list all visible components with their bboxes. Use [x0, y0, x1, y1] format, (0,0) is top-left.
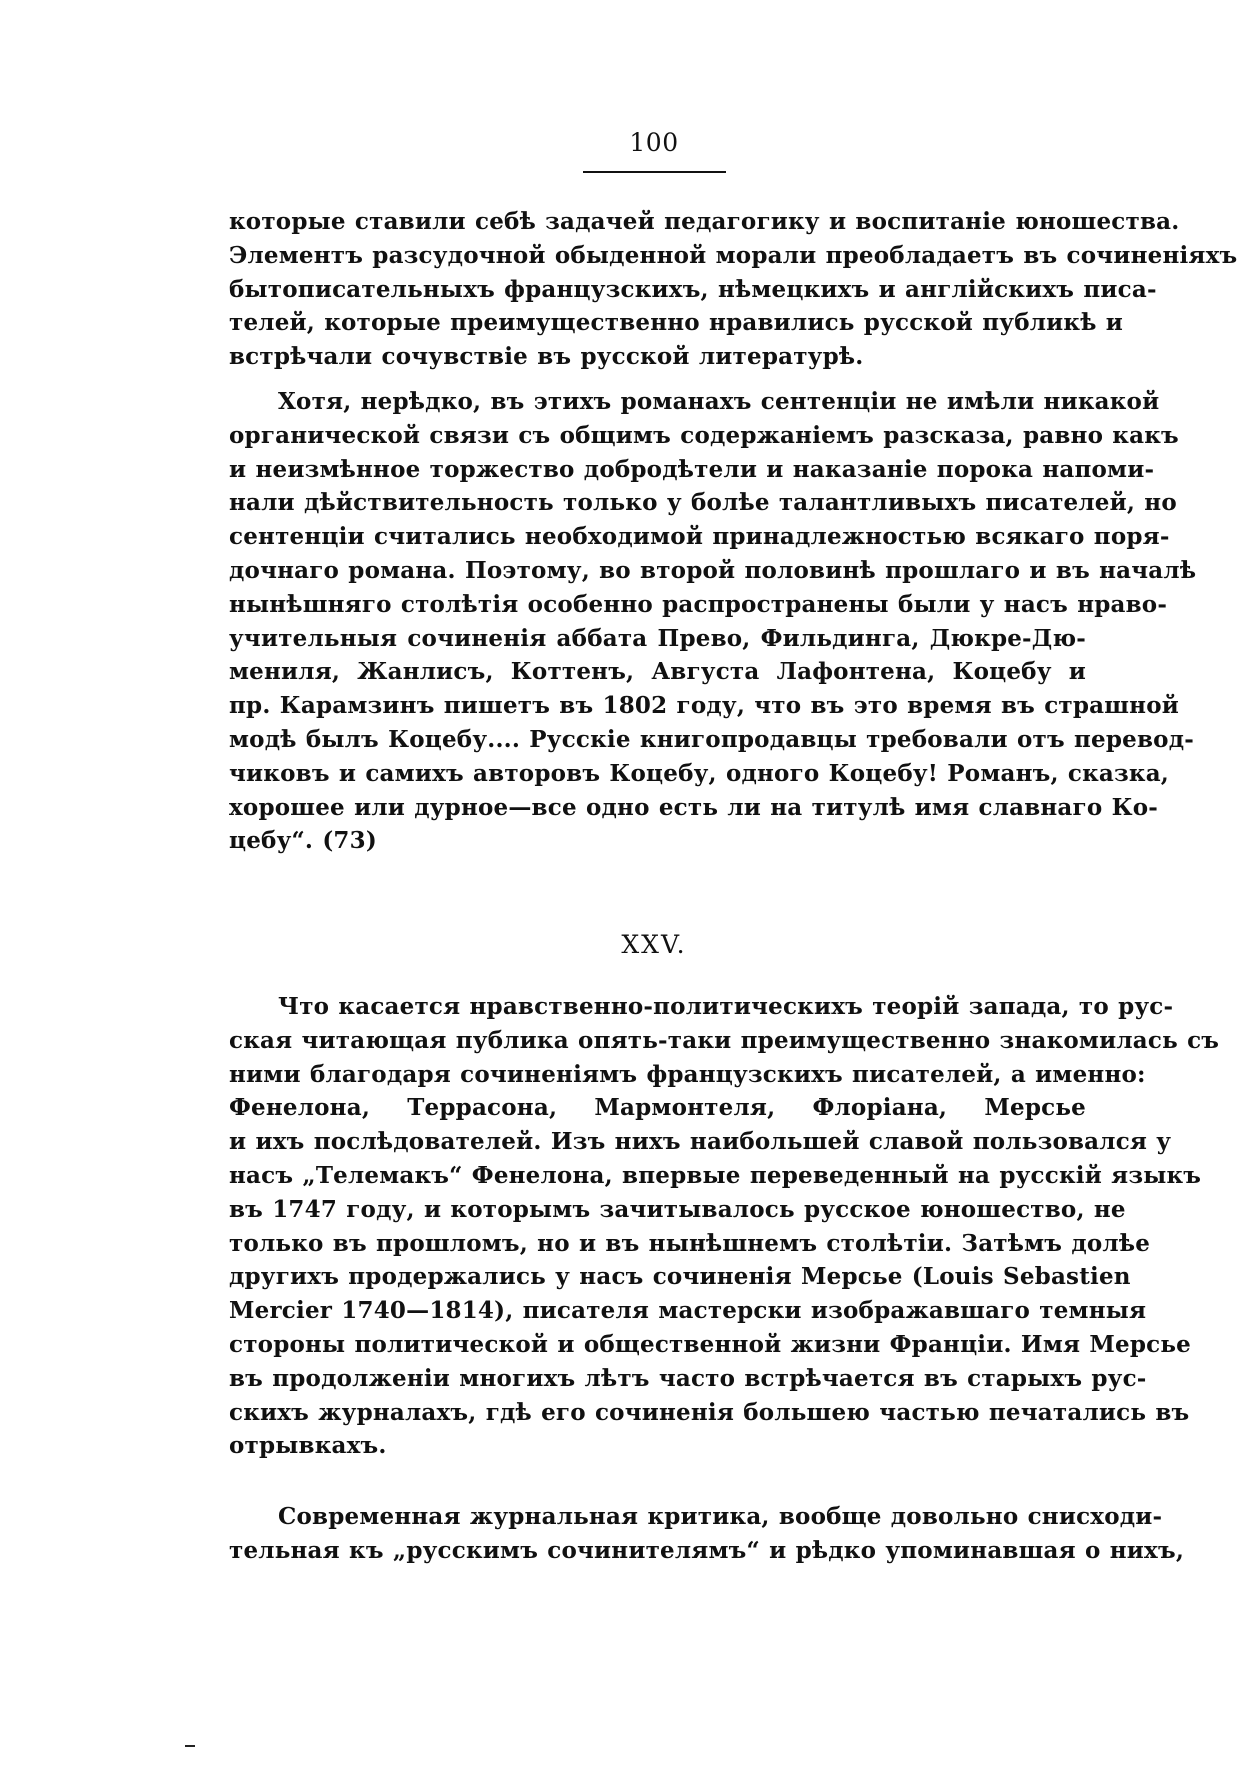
text-line: встрѣчали сочувствіе въ русской литературѣ. [229, 343, 864, 371]
text-line: нынѣшняго столѣтія особенно распространены были у насъ нраво- [229, 590, 1168, 618]
page-number-rule [583, 171, 726, 173]
paragraph-1 [229, 205, 1237, 374]
text-line: Что касается нравственно-политическихъ теорій запада, то рус- [278, 993, 1174, 1020]
page-number: 100 [629, 128, 679, 157]
section-paragraph-2 [229, 1500, 1185, 1568]
section-heading: XXV. [621, 930, 687, 959]
text-line: хорошее или дурное—все одно есть ли на титулѣ имя славнаго Ко- [229, 793, 1158, 821]
text-line: мениля, Жанлисъ, Коттенъ, Августа Лафонтена, Коцебу и [229, 658, 1086, 686]
text-line: въ 1747 году, и которымъ зачитывалось русское юношество, не [229, 1195, 1126, 1223]
section-paragraph-1 [229, 990, 1220, 1463]
text-line: органической связи съ общимъ содержаніемъ разсказа, равно какъ [229, 421, 1179, 449]
text-line: дочнаго романа. Поэтому, во второй половинѣ прошлаго и въ началѣ [229, 556, 1197, 584]
text-line: насъ „Телемакъ“ Фенелона, впервые переведенный на русскій языкъ [229, 1161, 1202, 1189]
text-line: Элементъ разсудочной обыденной морали преобладаетъ въ сочиненіяхъ [229, 241, 1237, 269]
text-line: модѣ былъ Коцебу.... Русскіе книгопродавцы требовали отъ перевод- [229, 725, 1194, 753]
text-line: стороны политической и общественной жизни Франціи. Имя Мерсье [229, 1330, 1192, 1358]
text-line: Современная журнальная критика, вообще довольно снисходи- [278, 1503, 1163, 1530]
text-line: и ихъ послѣдователей. Изъ нихъ наибольшей славой пользовался у [229, 1128, 1172, 1156]
text-line: ними благодаря сочиненіямъ французскихъ писателей, а именно: [229, 1060, 1146, 1088]
text-line: скихъ журналахъ, гдѣ его сочиненія большею частью печатались въ [229, 1398, 1190, 1426]
text-line: чиковъ и самихъ авторовъ Коцебу, одного Коцебу! Романъ, сказка, [229, 759, 1170, 787]
text-line: учительныя сочиненія аббата Прево, Фильдинга, Дюкре-Дю- [229, 624, 1086, 652]
text-line: сентенціи считались необходимой принадлежностью всякаго поря- [229, 523, 1170, 551]
text-line: ская читающая публика опять-таки преимущественно знакомилась съ [229, 1026, 1220, 1054]
paragraph-2 [229, 385, 1197, 858]
text-line: только въ прошломъ, но и въ нынѣшнемъ столѣтіи. Затѣмъ долѣе [229, 1229, 1151, 1257]
text-line: бытописательныхъ французскихъ, нѣмецкихъ и англійскихъ писа- [229, 275, 1157, 303]
scan-mark [185, 1745, 195, 1747]
text-line: тельная къ „русскимъ сочинителямъ“ и рѣдко упоминавшая о нихъ, [229, 1536, 1185, 1564]
text-line: Mercier 1740—1814), писателя мастерски изображавшаго темныя [229, 1297, 1147, 1325]
text-line: цебу“. (73) [229, 827, 377, 855]
text-line: другихъ продержались у насъ сочиненія Мерсье (Louis Sebastien [229, 1263, 1131, 1291]
text-line: Хотя, нерѣдко, въ этихъ романахъ сентенціи не имѣли никакой [278, 388, 1160, 415]
text-line: отрывкахъ. [229, 1432, 387, 1460]
text-line: и неизмѣнное торжество добродѣтели и наказаніе порока напоми- [229, 455, 1155, 483]
text-line: телей, которые преимущественно нравились русской публикѣ и [229, 309, 1124, 337]
text-line: пр. Карамзинъ пишетъ въ 1802 году, что въ это время въ страшной [229, 692, 1180, 720]
text-line: которые ставили себѣ задачей педагогику и воспитаніе юношества. [229, 208, 1180, 235]
text-line: въ продолженіи многихъ лѣтъ часто встрѣчается въ старыхъ рус- [229, 1364, 1147, 1392]
text-line: Фенелона, Террасона, Мармонтеля, Флоріана, Мерсье [229, 1094, 1086, 1122]
text-line: нали дѣйствительность только у болѣе талантливыхъ писателей, но [229, 489, 1177, 517]
